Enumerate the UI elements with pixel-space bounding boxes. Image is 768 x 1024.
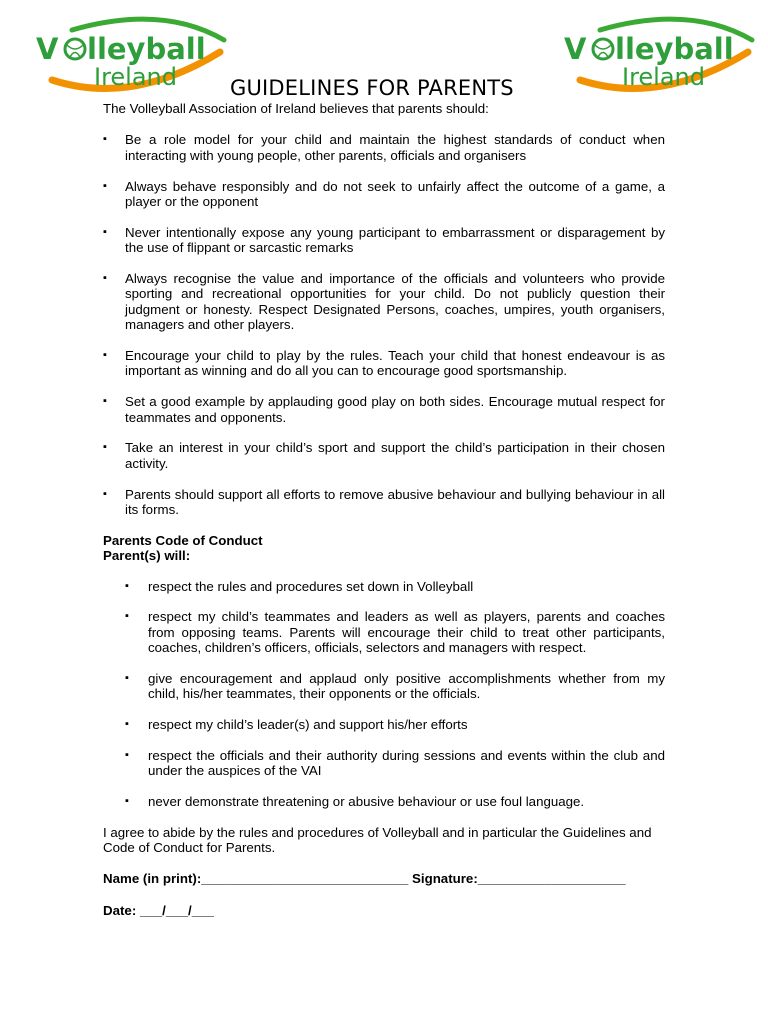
list-item: ▪ Never intentionally expose any young participant to embarrassment or disparagement by the use of flippant or sarcastic remarks bbox=[103, 225, 665, 256]
list-item: ▪ never demonstrate threatening or abusive behaviour or use foul language. bbox=[103, 794, 665, 809]
svg-text:lleyball: lleyball bbox=[87, 32, 206, 66]
volleyball-ireland-logo-left bbox=[32, 10, 232, 95]
date-field: Date: ___/___/___ bbox=[103, 902, 214, 918]
page-title: GUIDELINES FOR PARENTS bbox=[230, 76, 514, 100]
list-item: ▪ Always behave responsibly and do not seek to unfairly affect the outcome of a game, a player or the opponent bbox=[103, 179, 665, 210]
name-signature-field: Name (in print):____________________________ Signature:____________________ bbox=[103, 871, 626, 887]
list-item: ▪ Take an interest in your child’s sport and support the child’s participation in their chosen activity. bbox=[103, 440, 665, 471]
agreement-text: I agree to abide by the rules and procedures of Volleyball and in particular the Guidelines and Code of Conduct for Parents. bbox=[103, 825, 652, 856]
code-of-conduct-heading: Parents Code of Conduct bbox=[103, 532, 263, 548]
svg-text:V: V bbox=[564, 32, 587, 66]
list-item: ▪ respect the rules and procedures set down in Volleyball bbox=[103, 579, 665, 594]
conduct-list bbox=[103, 579, 665, 810]
list-item: ▪ give encouragement and applaud only positive accomplishments whether from my child, his/her teammates, their opponents or the officials. bbox=[103, 671, 665, 702]
guidelines-list bbox=[103, 132, 665, 517]
document-body bbox=[103, 101, 665, 934]
list-item: ▪ respect my child’s leader(s) and support his/her efforts bbox=[103, 717, 665, 732]
svg-text:Ireland: Ireland bbox=[94, 63, 178, 91]
list-item: ▪ Set a good example by applauding good play on both sides. Encourage mutual respect for teammates and opponents. bbox=[103, 394, 665, 425]
list-item: ▪ Parents should support all efforts to remove abusive behaviour and bullying behaviour in all its forms. bbox=[103, 487, 665, 518]
list-item: ▪ Encourage your child to play by the rules. Teach your child that honest endeavour is as important as winning and do all you can to encourage good sportsmanship. bbox=[103, 348, 665, 379]
list-item: ▪ Always recognise the value and importance of the officials and volunteers who provide sporting and recreational opportunities for your child. Do not publicly question their judgment or honesty. Respect Designated Persons, coaches, umpires, youth organisers, managers and other players. bbox=[103, 271, 665, 333]
svg-text:lleyball: lleyball bbox=[615, 32, 734, 66]
volleyball-ireland-logo-right bbox=[560, 10, 760, 95]
code-of-conduct-subheading: Parent(s) will: bbox=[103, 548, 191, 564]
svg-text:Ireland: Ireland bbox=[622, 63, 706, 91]
list-item: ▪ Be a role model for your child and maintain the highest standards of conduct when interacting with young people, other parents, officials and organisers bbox=[103, 132, 665, 163]
svg-text:V: V bbox=[36, 32, 59, 66]
intro-text: The Volleyball Association of Ireland believes that parents should: bbox=[103, 101, 489, 116]
list-item: ▪ respect the officials and their authority during sessions and events within the club and under the auspices of the VAI bbox=[103, 748, 665, 779]
list-item: ▪ respect my child’s teammates and leaders as well as players, parents and coaches from opposing teams. Parents will encourage their child to treat other participants, coaches, children’s officers, officials, selectors and managers with respect. bbox=[103, 609, 665, 655]
